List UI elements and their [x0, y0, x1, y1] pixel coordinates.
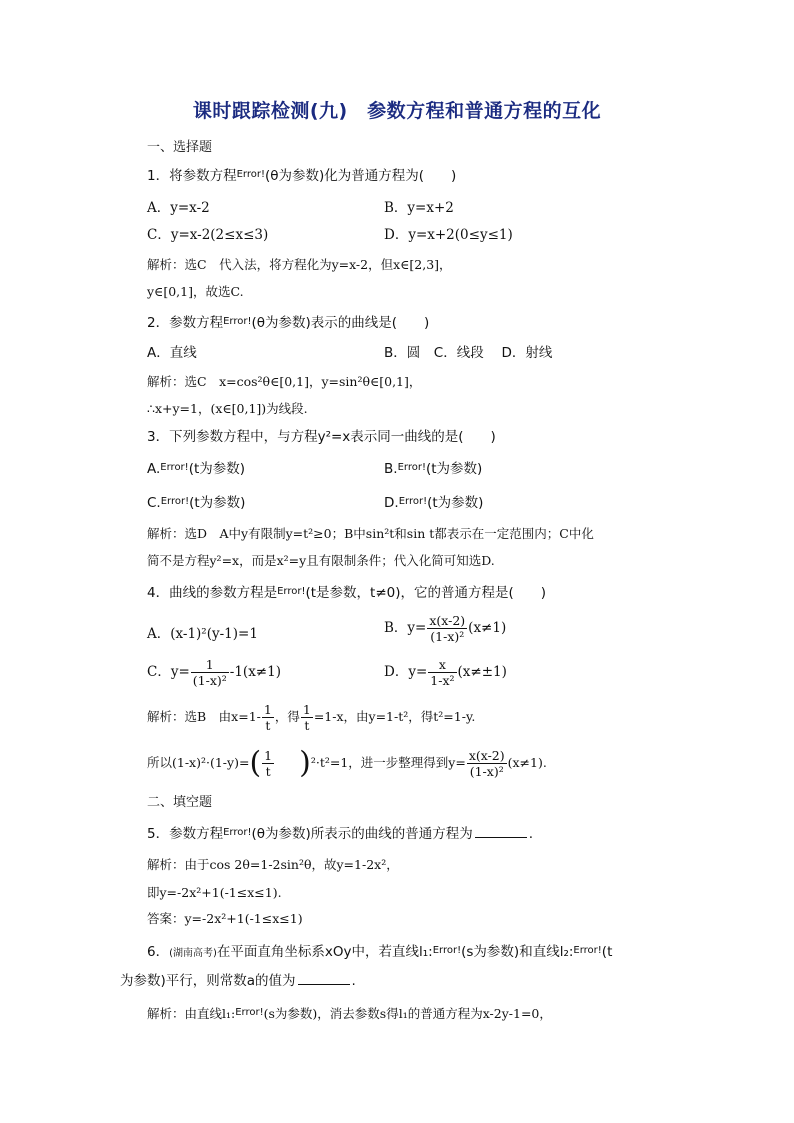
question-1-solution-line-2: y∈[0,1]，故选C. — [147, 284, 244, 299]
section-heading-choice: 一、选择题 — [147, 140, 213, 155]
question-6-solution-line-1: 解析：由直线l₁:$^{Error!}$(s为参数)，消去参数s得l₁的普通方程为x-2y-1=0， — [147, 1006, 552, 1021]
fraction: $\frac{1}{t}$ — [302, 702, 311, 733]
fraction: $\frac{x(x-2)}{\text{(1-x)²}}$ — [429, 613, 466, 644]
fraction: $\frac{x}{\text{1-x²}}$ — [430, 657, 455, 688]
question-1-option-d: D．y=x+2(0≤y≤1) — [384, 227, 513, 243]
question-6-stem-line-1: 6．(湖南高考)在平面直角坐标系xOy中，若直线l₁:$^{Error!}$(s为参数)和直线l₂:$^{Error!}$(t — [147, 944, 613, 960]
answer-blank — [475, 825, 527, 838]
error-placeholder: Error! — [398, 496, 428, 507]
question-4-option-d: D．y= $\frac{x}{\text{1-x²}}$ (x≠±1) — [384, 657, 507, 688]
question-1-stem: 1．将参数方程$^{Error!}$(θ为参数)化为普通方程为( ) — [147, 168, 457, 184]
question-2-stem: 2．参数方程$^{Error!}$(θ为参数)表示的曲线是( ) — [147, 315, 430, 331]
fraction: $\frac{x(x-2)}{\text{(1-x)²}}$ — [468, 748, 505, 779]
right-paren: ) — [299, 745, 311, 781]
question-2-solution-line-2: ∴x+y=1，(x∈[0,1])为线段. — [147, 401, 308, 416]
question-5-solution-line-2: 即y=-2x²+1(-1≤x≤1). — [147, 885, 282, 900]
question-3-option-b: B.$^{Error!}$(t为参数) — [384, 461, 483, 477]
question-5-stem: 5．参数方程$^{Error!}$(θ为参数)所表示的曲线的普通方程为 . — [147, 826, 534, 842]
question-3-option-d: D.$^{Error!}$(t为参数) — [384, 495, 484, 511]
question-2-option-a: A．直线 — [147, 345, 197, 361]
error-placeholder: Error! — [432, 945, 462, 956]
error-placeholder: Error! — [397, 462, 426, 473]
fraction: $\frac{1}{t}$ — [264, 748, 273, 779]
question-3-solution-line-2: 简不是方程y²=x，而是x²=y且有限制条件；代入化简可知选D. — [147, 553, 495, 568]
question-4-option-b: B．y= $\frac{x(x-2)}{\text{(1-x)²}}$ (x≠1) — [384, 613, 507, 644]
error-placeholder: Error! — [160, 496, 190, 507]
error-placeholder: Error! — [223, 827, 252, 838]
question-3-option-a: A.$^{Error!}$(t为参数) — [147, 461, 246, 477]
question-1-solution-line-1: 解析：选C 代入法，将方程化为y=x-2，但x∈[2,3]， — [147, 257, 452, 272]
section-heading-fill: 二、填空题 — [147, 795, 213, 810]
question-1-option-b: B．y=x+2 — [384, 200, 454, 216]
question-4-solution-line-2: 所以(1-x)²·(1-y)=( $\frac{1}{t}$ )²·t²=1，进一步整理得到y= $\frac{x(x-2)}{\text{(1-x)²}}$ (x≠1). — [147, 745, 547, 781]
error-placeholder: Error! — [235, 1007, 264, 1018]
question-4-option-a: A．(x-1)²(y-1)=1 — [147, 626, 258, 642]
left-paren: ( — [249, 745, 262, 781]
error-placeholder: Error! — [277, 586, 306, 597]
error-placeholder: Error! — [160, 462, 189, 473]
question-3-option-c: C.$^{Error!}$(t为参数) — [147, 495, 246, 511]
question-3-stem: 3．下列参数方程中，与方程y²=x表示同一曲线的是( ) — [147, 429, 496, 445]
question-6-stem-line-2: 为参数)平行，则常数a的值为 . — [120, 973, 356, 989]
question-1-option-a: A．y=x-2 — [147, 200, 210, 216]
question-2-solution-line-1: 解析：选C x=cos²θ∈[0,1]，y=sin²θ∈[0,1]， — [147, 374, 422, 389]
question-2-option-bcd: B．圆 C．线段 D．射线 — [384, 345, 553, 361]
question-4-stem: 4．曲线的参数方程是$^{Error!}$(t是参数，t≠0)，它的普通方程是( ) — [147, 585, 547, 601]
source-tag: (湖南高考) — [169, 948, 217, 959]
page-title: 课时跟踪检测(九) 参数方程和普通方程的互化 — [192, 100, 602, 122]
question-5-answer: 答案：y=-2x²+1(-1≤x≤1) — [147, 911, 303, 926]
error-placeholder: Error! — [236, 169, 265, 180]
fraction: $\frac{1}{t}$ — [263, 702, 272, 733]
answer-blank — [298, 972, 350, 985]
question-4-option-c: C．y= $\frac{1}{\text{(1-x)²}}$ -1(x≠1) — [147, 657, 281, 688]
error-placeholder: Error! — [223, 316, 252, 327]
question-3-solution-line-1: 解析：选D A中y有限制y=t²≥0；B中sin²t和sin t都表示在一定范围内；C中化 — [147, 526, 594, 541]
error-placeholder: Error! — [573, 945, 602, 956]
fraction: $\frac{1}{\text{(1-x)²}}$ — [192, 657, 227, 688]
question-1-option-c: C．y=x-2(2≤x≤3) — [147, 227, 269, 243]
question-4-solution-line-1: 解析：选B 由x=1- $\frac{1}{t}$ ，得 $\frac{1}{t}$ =1-x，由y=1-t²，得t²=1-y. — [147, 702, 476, 733]
question-5-solution-line-1: 解析：由于cos 2θ=1-2sin²θ，故y=1-2x²， — [147, 857, 399, 872]
